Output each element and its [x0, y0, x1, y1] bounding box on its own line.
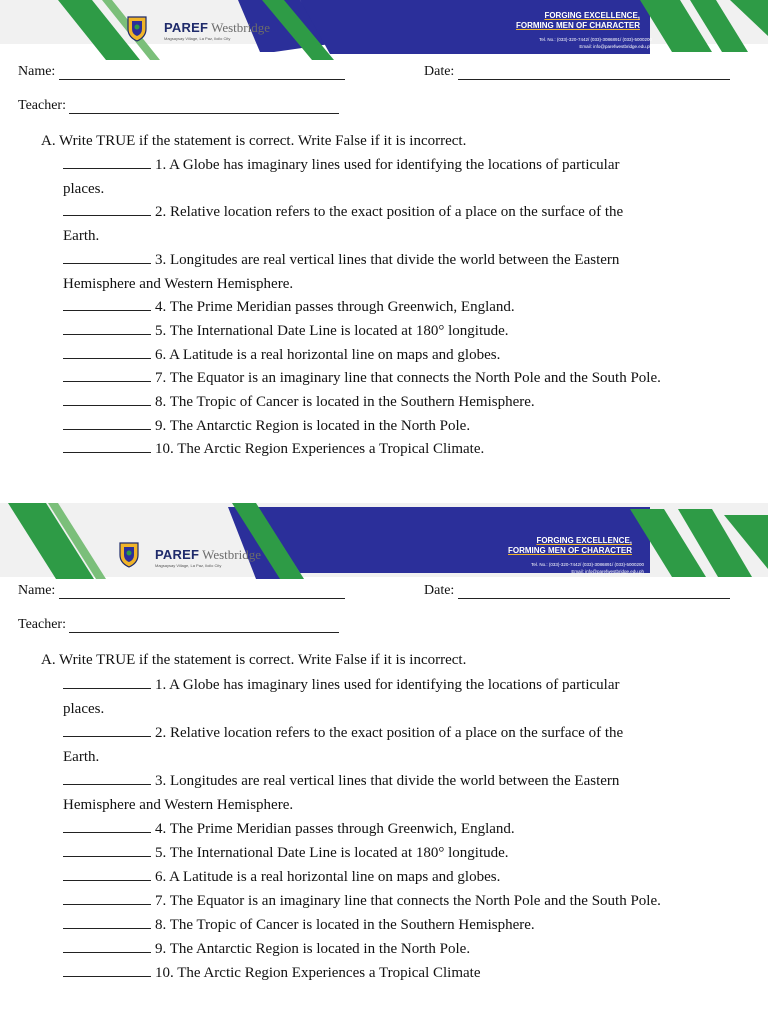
question-item: 3. Longitudes are real vertical lines that divide the world between the Eastern Hemisphere and Western Hemisphere. [63, 249, 758, 296]
question-item: 4. The Prime Meridian passes through Greenwich, England. [63, 817, 758, 841]
teacher-label: Teacher: [18, 98, 66, 113]
name-label: Name: [18, 583, 56, 598]
question-item: 6. A Latitude is a real horizontal line on maps and globes. [63, 865, 758, 889]
contact-email: Email: info@parefwestbridge.edu.ph [579, 44, 652, 49]
date-row [424, 64, 730, 80]
header-banner [0, 495, 768, 580]
instruction: A. Write TRUE if the statement is correct. Write False if it is incorrect. [41, 652, 467, 668]
question-item: 10. The Arctic Region Experiences a Tropical Climate. [63, 438, 758, 462]
question-item: 2. Relative location refers to the exact position of a place on the surface of the Earth. [63, 721, 758, 769]
school-name [164, 20, 270, 36]
date-row [424, 583, 730, 599]
tagline [516, 11, 640, 31]
answer-blank[interactable] [63, 914, 151, 929]
date-label: Date: [424, 64, 455, 79]
name-date-row [18, 583, 345, 599]
school-address: Magsaysay Village, La Paz, Iloilo City [164, 36, 231, 41]
teacher-label: Teacher: [18, 617, 66, 632]
name-date-row [18, 64, 345, 80]
contact-phone: Tel. No.: (033)-320-7442/ (033)-3086891/ (033)-5000200 [539, 37, 652, 42]
question-item: 9. The Antarctic Region is located in the North Pole. [63, 415, 758, 439]
answer-blank[interactable] [63, 770, 151, 785]
answer-blank[interactable] [63, 438, 151, 453]
question-item: 8. The Tropic of Cancer is located in the Southern Hemisphere. [63, 913, 758, 937]
question-item: 3. Longitudes are real vertical lines that divide the world between the Eastern Hemisphere and Western Hemisphere. [63, 769, 758, 817]
contact-info [539, 36, 652, 50]
answer-blank[interactable] [63, 367, 151, 382]
answer-blank[interactable] [63, 154, 151, 169]
answer-blank[interactable] [63, 201, 151, 216]
contact-email: Email: info@parefwestbridge.edu.ph [571, 569, 644, 574]
date-field[interactable] [458, 584, 730, 599]
school-name-bold: PAREF [155, 547, 200, 562]
tagline-line1: FORGING EXCELLENCE, [536, 536, 632, 545]
answer-blank[interactable] [63, 415, 151, 430]
worksheet-bottom [0, 495, 768, 1024]
header-banner [0, 0, 768, 60]
answer-blank[interactable] [63, 818, 151, 833]
school-crest-icon [118, 541, 140, 569]
teacher-row [18, 617, 339, 633]
tagline-line2: FORMING MEN OF CHARACTER [508, 546, 632, 555]
answer-blank[interactable] [63, 842, 151, 857]
question-item: 10. The Arctic Region Experiences a Tropical Climate [63, 961, 758, 985]
answer-blank[interactable] [63, 320, 151, 335]
question-list [63, 154, 758, 462]
answer-blank[interactable] [63, 391, 151, 406]
question-item: 5. The International Date Line is located at 180° longitude. [63, 841, 758, 865]
answer-blank[interactable] [63, 866, 151, 881]
school-crest-icon [126, 15, 148, 43]
teacher-field[interactable] [69, 99, 339, 114]
name-field[interactable] [59, 65, 345, 80]
answer-blank[interactable] [63, 962, 151, 977]
question-item: 6. A Latitude is a real horizontal line on maps and globes. [63, 344, 758, 368]
question-list [63, 673, 758, 985]
answer-blank[interactable] [63, 296, 151, 311]
school-name-rest: Westbridge [202, 547, 262, 562]
name-label: Name: [18, 64, 56, 79]
name-field[interactable] [59, 584, 345, 599]
teacher-field[interactable] [69, 618, 339, 633]
date-field[interactable] [458, 65, 730, 80]
answer-blank[interactable] [63, 722, 151, 737]
answer-blank[interactable] [63, 674, 151, 689]
question-item: 7. The Equator is an imaginary line that connects the North Pole and the South Pole. [63, 367, 758, 391]
instruction: A. Write TRUE if the statement is correct. Write False if it is incorrect. [41, 133, 467, 149]
contact-phone: Tel. No.: (033)-320-7442/ (033)-3086891/ (033)-5000200 [531, 562, 644, 567]
answer-blank[interactable] [63, 249, 151, 264]
answer-blank[interactable] [63, 890, 151, 905]
question-item: 4. The Prime Meridian passes through Greenwich, England. [63, 296, 758, 320]
tagline-line2: FORMING MEN OF CHARACTER [516, 21, 640, 30]
question-item: 8. The Tropic of Cancer is located in the Southern Hemisphere. [63, 391, 758, 415]
question-item: 5. The International Date Line is located at 180° longitude. [63, 320, 758, 344]
teacher-row [18, 98, 339, 114]
date-label: Date: [424, 583, 455, 598]
question-item: 9. The Antarctic Region is located in the North Pole. [63, 937, 758, 961]
question-item: 1. A Globe has imaginary lines used for identifying the locations of particular places. [63, 673, 758, 721]
school-name-bold: PAREF [164, 20, 209, 35]
school-name-rest: Westbridge [211, 20, 271, 35]
tagline-line1: FORGING EXCELLENCE, [544, 11, 640, 20]
school-name [155, 547, 261, 563]
school-address: Magsaysay Village, La Paz, Iloilo City [155, 563, 222, 568]
tagline [508, 536, 632, 556]
answer-blank[interactable] [63, 938, 151, 953]
question-item: 7. The Equator is an imaginary line that connects the North Pole and the South Pole. [63, 889, 758, 913]
answer-blank[interactable] [63, 344, 151, 359]
question-item: 1. A Globe has imaginary lines used for identifying the locations of particular places. [63, 154, 758, 201]
contact-info [531, 561, 644, 575]
question-item: 2. Relative location refers to the exact position of a place on the surface of the Earth. [63, 201, 758, 248]
